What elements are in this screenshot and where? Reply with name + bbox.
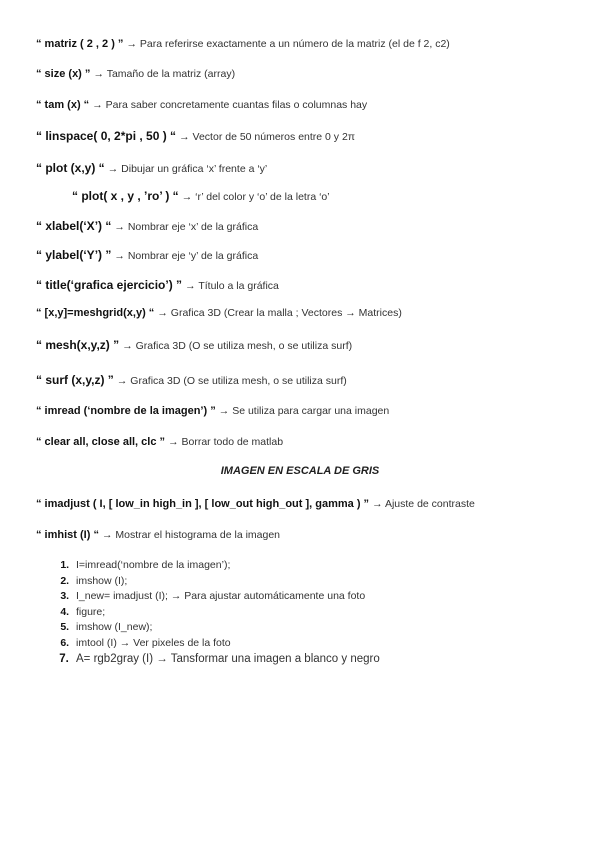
list-item: 7. A= rgb2gray (I) → Tansformar una imagen a blanco y negro	[72, 652, 380, 668]
description: → Grafica 3D (Crear la malla ; Vectores → Matrices)	[157, 307, 402, 319]
list-item: 2. imshow (I);	[72, 574, 380, 590]
description: → Ajuste de contraste	[372, 498, 475, 510]
entry-ylabel	[36, 248, 580, 263]
entry-xlabel	[36, 219, 580, 234]
entry-matriz	[36, 37, 580, 51]
list-item: 1. I=imread(‘nombre de la imagen’);	[72, 558, 380, 574]
description: → Para referirse exactamente a un número de la matriz (el de f 2, c2)	[126, 38, 450, 50]
entry-mesh	[36, 338, 580, 353]
list-item: 5. imshow (I_new);	[72, 620, 380, 636]
entry-linspace	[36, 129, 580, 144]
command: “ imadjust ( I, [ low_in high_in ], [ low_out high_out ], gamma ) ”	[36, 498, 370, 510]
command: “ surf (x,y,z) ”	[36, 373, 114, 387]
entry-plot-ro	[72, 189, 580, 204]
entry-imadjust	[36, 497, 580, 511]
entry-imread	[36, 404, 580, 418]
entry-size	[36, 67, 580, 81]
section-heading: IMAGEN EN ESCALA DE GRIS	[220, 465, 380, 477]
description: → Nombrar eje ‘x’ de la gráfica	[114, 221, 259, 233]
description: → Nombrar eje ‘y’ de la gráfica	[114, 250, 259, 262]
command: “ imread (‘nombre de la imagen’) ”	[36, 405, 216, 417]
command: “ [x,y]=meshgrid(x,y) “	[36, 307, 155, 319]
description: → Vector de 50 números entre 0 y 2π	[179, 131, 356, 143]
description: → Título a la gráfica	[185, 280, 279, 292]
command: “ ylabel(‘Y’) ”	[36, 248, 112, 262]
command: “ plot (x,y) “	[36, 161, 105, 175]
description: → Mostrar el histograma de la imagen	[102, 529, 281, 541]
command: “ size (x) ”	[36, 68, 91, 80]
command: “ tam (x) “	[36, 99, 90, 111]
command: “ mesh(x,y,z) ”	[36, 338, 120, 352]
description: → Se utiliza para cargar una imagen	[218, 405, 390, 417]
entry-plot	[36, 161, 580, 176]
command: “ linspace( 0, 2*pi , 50 ) “	[36, 129, 177, 143]
steps-list	[36, 558, 380, 667]
entry-surf	[36, 373, 580, 388]
command: “ xlabel(‘X’) “	[36, 219, 112, 233]
description: → Grafica 3D (O se utiliza mesh, o se utiliza surf)	[116, 375, 347, 387]
entry-clear	[36, 435, 580, 449]
entry-tam	[36, 98, 580, 112]
list-item: 6. imtool (I) → Ver pixeles de la foto	[72, 636, 380, 652]
command: “ title(‘grafica ejercicio’) ”	[36, 278, 183, 292]
command: “ matriz ( 2 , 2 ) ”	[36, 38, 124, 50]
description: → Grafica 3D (O se utiliza mesh, o se utiliza surf)	[122, 340, 353, 352]
command: “ plot( x , y , ’ro’ ) “	[72, 189, 179, 203]
entry-meshgrid	[36, 306, 580, 320]
description: → Para saber concretamente cuantas filas o columnas hay	[92, 99, 368, 111]
description: → ‘r’ del color y ‘o’ de la letra ‘o’	[181, 191, 330, 203]
command: “ imhist (I) “	[36, 529, 99, 541]
description: → Tamaño de la matriz (array)	[93, 68, 236, 80]
entry-title	[36, 278, 580, 293]
entry-imhist	[36, 528, 580, 542]
description: → Borrar todo de matlab	[168, 436, 284, 448]
list-item: 3. I_new= imadjust (I); → Para ajustar automáticamente una foto	[72, 589, 380, 605]
command: “ clear all, close all, clc ”	[36, 436, 166, 448]
description: → Dibujar un gráfica ‘x’ frente a ‘y’	[107, 163, 268, 175]
list-item: 4. figure;	[72, 605, 380, 621]
